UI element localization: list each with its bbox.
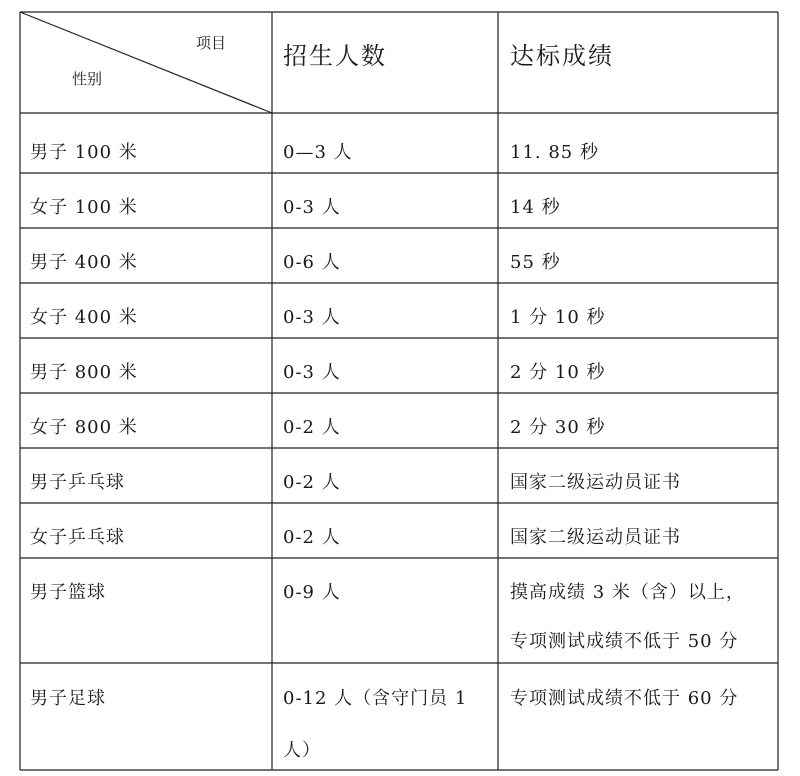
table-row-count-line1: 0-12 人（含守门员 1 [283,688,468,709]
table-row-standard: 2 分 30 秒 [510,417,606,438]
table-row-item: 男子乒乓球 [30,472,125,493]
table-row-item: 男子篮球 [30,582,106,603]
table-row-standard: 2 分 10 秒 [510,362,606,383]
header-diagonal-line [20,12,272,113]
table-row-standard: 国家二级运动员证书 [510,472,681,493]
table-row-item: 女子 100 米 [30,197,138,218]
table-row-count: 0-9 人 [283,582,341,603]
header-enrollment-count: 招生人数 [283,42,387,70]
table-row-standard: 国家二级运动员证书 [510,527,681,548]
header-diagonal-label-item: 项目 [196,34,227,52]
header-diagonal-label-gender: 性别 [72,70,103,88]
table-row-standard: 14 秒 [510,197,561,218]
table-row-standard: 1 分 10 秒 [510,307,606,328]
table-row-item: 女子 400 米 [30,307,138,328]
header-qualifying-standard: 达标成绩 [510,42,614,70]
table-row-standard: 55 秒 [510,252,561,273]
table-row-count: 0-3 人 [283,307,341,328]
table-row-item: 男子 100 米 [30,142,138,163]
table-row-count: 0-3 人 [283,197,341,218]
table-row-count: 0-2 人 [283,417,341,438]
table-row-item: 男子 800 米 [30,362,138,383]
table-row-standard: 专项测试成绩不低于 60 分 [510,688,739,709]
table-row-standard-line1: 摸高成绩 3 米（含）以上， [510,582,745,603]
table-row-count: 0-6 人 [283,252,341,273]
table-row-count: 0-2 人 [283,527,341,548]
table-row-count: 0—3 人 [283,142,353,163]
table-row-item: 女子乒乓球 [30,527,125,548]
table-row-count-line2: 人） [283,740,321,761]
table-row-standard: 11. 85 秒 [510,142,599,163]
table-row-count: 0-3 人 [283,362,341,383]
table-row-standard-line2: 专项测试成绩不低于 50 分 [510,631,739,652]
table-row-item: 男子 400 米 [30,252,138,273]
table-row-item: 女子 800 米 [30,417,138,438]
table-row-item: 男子足球 [30,688,106,709]
table-row-count: 0-2 人 [283,472,341,493]
